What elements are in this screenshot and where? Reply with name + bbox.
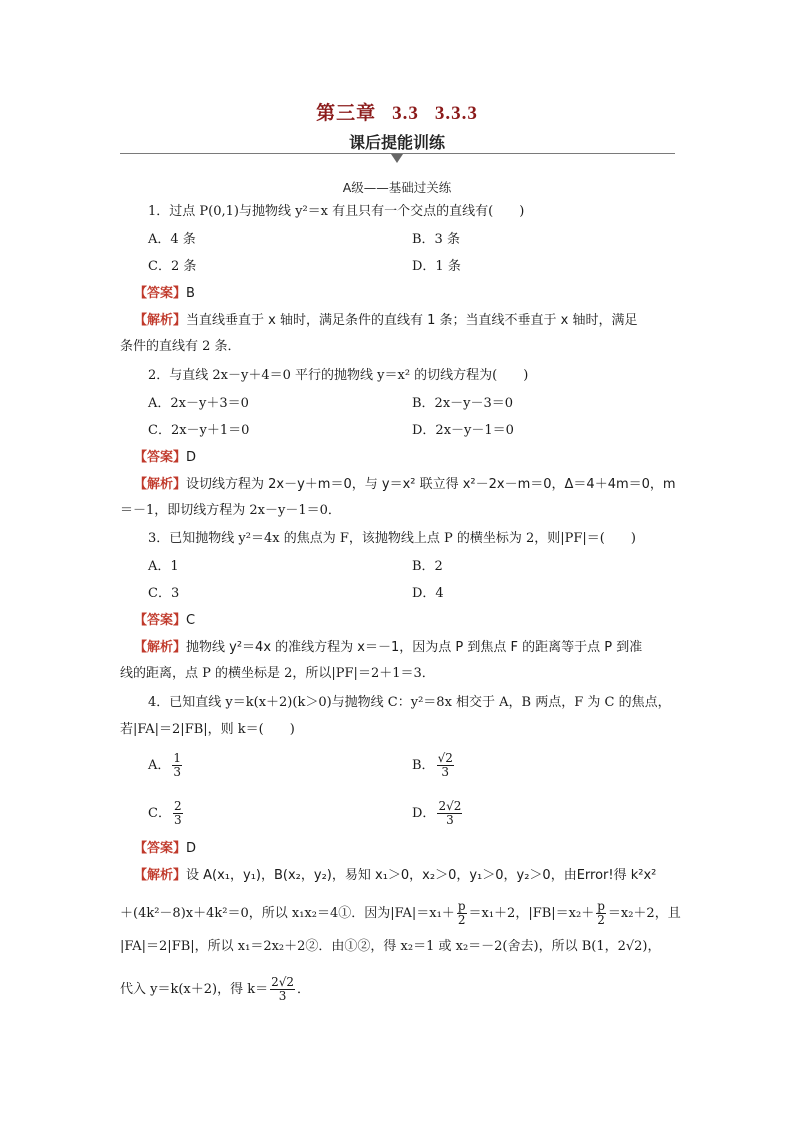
q1-option-c: C．2 条 — [148, 259, 197, 274]
denominator: 3 — [270, 989, 295, 1003]
q3-option-d: D．4 — [412, 586, 444, 601]
q4-option-b — [412, 752, 456, 779]
analysis-label: 【解析】 — [134, 477, 187, 492]
q4-analysis-line4 — [120, 976, 310, 1003]
numerator: p — [597, 899, 605, 913]
q3-analysis-cont: 线的距离，点 P 的横坐标是 2，所以|PF|＝2＋1＝3． — [120, 666, 435, 681]
q4-analysis-line3: |FA|＝2|FB|，所以 x₁＝2x₂＋2②．由①②，得 x₂＝1 或 x₂＝－2(舍去)，所以 B(1，2√2)， — [120, 939, 661, 954]
option-prefix: B． — [412, 758, 435, 773]
denominator: 3 — [173, 813, 182, 827]
q4-option-c — [148, 800, 185, 827]
option-prefix: D． — [412, 806, 436, 821]
option-prefix: C． — [148, 806, 171, 821]
q1-analysis — [134, 312, 637, 330]
q3-answer — [134, 612, 195, 630]
chapter-title: 第三章 — [316, 103, 377, 124]
answer-label: 【答案】 — [134, 841, 187, 856]
numerator: 2√2 — [438, 799, 462, 813]
analysis-label: 【解析】 — [134, 868, 187, 883]
q1-option-d: D．1 条 — [412, 259, 461, 274]
q2-option-c: C．2x－y＋1＝0 — [148, 423, 250, 438]
denominator: 3 — [437, 813, 462, 827]
q3-option-c: C．3 — [148, 586, 180, 601]
q4-option-a — [148, 752, 184, 779]
q2-answer — [134, 449, 196, 467]
numerator: √2 — [437, 751, 453, 765]
analysis-text: 设切线方程为 2x－y＋m＝0，与 y＝x² 联立得 x²－2x－m＝0，Δ＝4＋4m＝0，m — [186, 477, 676, 492]
fraction — [270, 976, 295, 1003]
denominator: 3 — [437, 765, 454, 779]
q1-option-b: B．3 条 — [412, 232, 460, 247]
q4-option-d — [412, 800, 464, 827]
analysis-text: ＝x₁＋2，|FB|＝x₂＋ — [468, 906, 595, 921]
analysis-text: 当直线垂直于 x 轴时，满足条件的直线有 1 条；当直线不垂直于 x 轴时，满足 — [186, 313, 638, 328]
answer-value: D — [186, 450, 197, 465]
analysis-text: ＋(4k²－8)x＋4k²＝0，所以 x₁x₂＝4①．因为|FA|＝x₁＋ — [120, 906, 455, 921]
q2-option-d: D．2x－y－1＝0 — [412, 423, 514, 438]
q3-option-b: B．2 — [412, 559, 443, 574]
analysis-label: 【解析】 — [134, 640, 187, 655]
page-subtitle: 课后提能训练 — [348, 133, 445, 152]
q4-stem: 4．已知直线 y＝k(x＋2)(k＞0)与抛物线 C：y²＝8x 相交于 A，B 两点，F 为 C 的焦点， — [148, 695, 671, 710]
answer-value: C — [186, 613, 196, 628]
denominator: 2 — [597, 913, 605, 927]
q4-answer — [134, 840, 196, 858]
q1-option-a: A．4 条 — [148, 232, 196, 247]
q4-stem-cont: 若|FA|＝2|FB|，则 k＝( ) — [120, 722, 295, 737]
q2-stem: 2．与直线 2x－y＋4＝0 平行的抛物线 y＝x² 的切线方程为( ) — [148, 368, 529, 383]
q2-option-a: A．2x－y＋3＝0 — [148, 396, 249, 411]
analysis-text: 设 A(x₁，y₁)，B(x₂，y₂)，易知 x₁＞0，x₂＞0，y₁＞0，y₂＞0，由Error!得 k²x² — [186, 868, 657, 883]
numerator: 2 — [173, 799, 182, 813]
answer-value: D — [186, 841, 197, 856]
q3-option-a: A．1 — [148, 559, 179, 574]
fraction — [172, 752, 182, 779]
numerator: 2√2 — [271, 975, 295, 989]
fraction — [437, 800, 462, 827]
numerator: 1 — [173, 751, 182, 765]
q3-stem: 3．已知抛物线 y²＝4x 的焦点为 F，该抛物线上点 P 的横坐标为 2，则|PF|＝( ) — [148, 531, 636, 546]
q2-analysis — [134, 476, 676, 494]
q1-answer — [134, 285, 195, 303]
answer-label: 【答案】 — [134, 450, 187, 465]
section-number: 3.3 — [392, 103, 419, 124]
fraction-p-over-2 — [596, 900, 606, 927]
q1-analysis-cont: 条件的直线有 2 条． — [120, 339, 241, 354]
q2-option-b: B．2x－y－3＝0 — [412, 396, 514, 411]
q4-analysis — [134, 867, 656, 885]
subsection-number: 3.3.3 — [434, 103, 478, 124]
answer-label: 【答案】 — [134, 613, 187, 628]
analysis-text: 代入 y＝k(x＋2)，得 k＝ — [120, 982, 269, 997]
denominator: 3 — [173, 765, 182, 779]
answer-value: B — [186, 286, 195, 301]
q3-analysis — [134, 639, 642, 657]
q1-stem: 1．过点 P(0,1)与抛物线 y²＝x 有且只有一个交点的直线有( ) — [148, 204, 525, 219]
analysis-label: 【解析】 — [134, 313, 187, 328]
level-heading: A级——基础过关练 — [342, 180, 452, 195]
numerator: p — [457, 899, 466, 913]
fraction — [173, 800, 183, 827]
q2-analysis-cont: ＝－1，即切线方程为 2x－y－1＝0． — [120, 503, 341, 518]
q4-analysis-line2 — [120, 900, 681, 927]
analysis-text: ． — [297, 982, 311, 997]
option-prefix: A． — [148, 758, 171, 773]
answer-label: 【答案】 — [134, 286, 187, 301]
analysis-text: ＝x₂＋2，且 — [607, 906, 681, 921]
fraction — [437, 752, 454, 779]
analysis-text: 抛物线 y²＝4x 的准线方程为 x＝－1，因为点 P 到焦点 F 的距离等于点 P 到准 — [186, 640, 643, 655]
chapter-heading — [0, 98, 794, 125]
triangle-down-icon — [391, 154, 403, 163]
fraction-p-over-2 — [457, 900, 467, 927]
denominator: 2 — [457, 913, 466, 927]
